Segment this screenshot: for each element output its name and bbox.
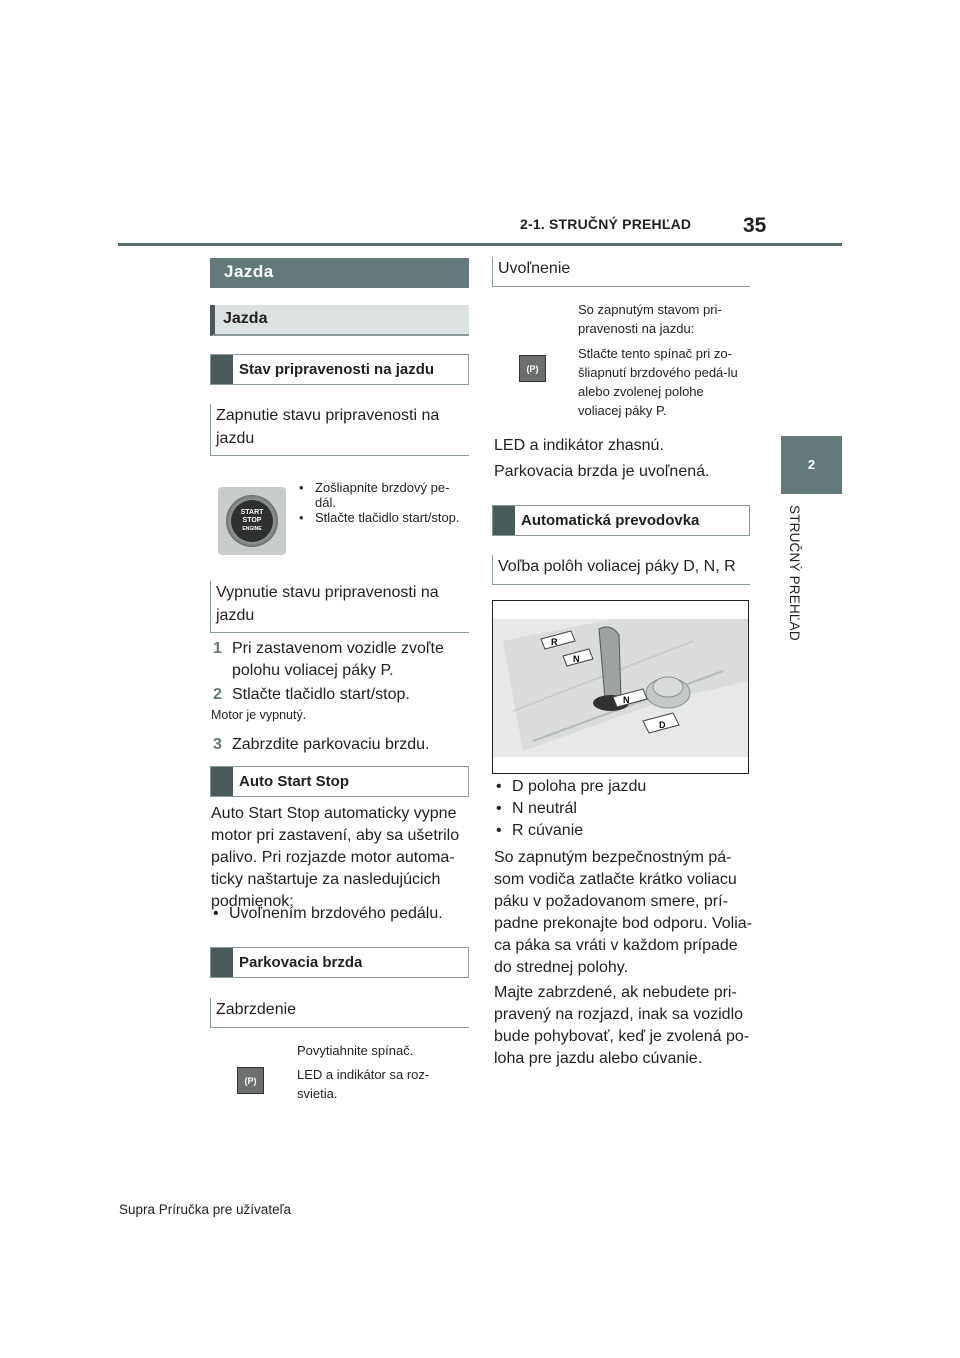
sub-release: Uvoľnenie — [492, 257, 750, 287]
gear-paragraph-1: So zapnutým bezpečnostným pá-som vodiča zatlačte krátko voliacu páku v požadovanom smere, prí-padne prekonajte bod odporu. Volia-ca páka sa vráti v každom prípade do strednej polohy. — [494, 849, 752, 976]
page-number: 35 — [743, 214, 767, 237]
chapter-side-label: STRUČNÝ PREHĽAD — [787, 505, 802, 641]
section-autostart — [210, 766, 469, 797]
autostart-text: Auto Start Stop automaticky vypne motor pri zastavení, aby sa ušetrilo palivo. Pri rozjazde motor automa-ticky naštartuje za nasledujúcich podmienok: — [211, 805, 460, 910]
section-parking — [210, 947, 469, 978]
step-1 — [213, 638, 469, 679]
step-2-number: 2 — [213, 686, 222, 703]
gear-paragraph-2: Majte zabrzdené, ak nebudete pri-pravený na rozjazd, inak sa vozidlo bude pohybovať, keď je zvolená po-loha pre jazdu alebo cúvanie. — [494, 984, 750, 1067]
step-3-text: Zabrzdite parkovaciu brzdu. — [232, 736, 430, 753]
gear-position-d: • D poloha pre jazdu — [494, 776, 750, 798]
apply-text-2: LED a indikátor sa roz-svietia. — [297, 1067, 430, 1101]
footer-text: Supra Príručka pre užívateľa — [119, 1202, 292, 1217]
parking-brake-icon — [237, 1067, 264, 1094]
button-line-engine: ENGINE — [242, 526, 262, 532]
step-2 — [213, 684, 469, 706]
parking-brake-icon-release-label: (P) — [526, 363, 539, 374]
section-autostart-title: Auto Start Stop — [239, 773, 349, 790]
apply-text-1: Povytiahnite spínač. — [297, 1043, 414, 1058]
gear-positions-list — [494, 776, 750, 842]
step-3-number: 3 — [213, 736, 222, 753]
section-parking-title: Parkovacia brzda — [239, 954, 363, 971]
header-rule — [118, 243, 842, 246]
section-bar — [493, 506, 515, 535]
gear-selector-drawing — [493, 601, 748, 773]
release-p2: Parkovacia brzda je uvoľnená. — [494, 463, 710, 480]
step-3 — [213, 734, 469, 756]
release-text-1: So zapnutým stavom pri-pravenosti na jazdu: — [578, 302, 722, 336]
section-bar — [211, 948, 233, 977]
release-p1: LED a indikátor zhasnú. — [494, 437, 664, 454]
on-step-2: • Stlačte tlačidlo start/stop. — [297, 510, 467, 525]
chapter-tab[interactable]: 2 — [781, 436, 842, 494]
section-bar — [211, 355, 233, 384]
gear-position-n: • N neutrál — [494, 798, 750, 820]
autostart-bullet: • Uvoľnením brzdového pedálu. — [211, 903, 467, 925]
sub-select: Voľba polôh voliacej páky D, N, R — [492, 555, 750, 585]
step-2-text: Stlačte tlačidlo start/stop. — [232, 686, 410, 703]
sub-ready-on: Zapnutie stavu pripravenosti na jazdu — [210, 404, 469, 456]
step-1-number: 1 — [213, 640, 222, 657]
release-text-2: Stlačte tento spínač pri zo-šliapnutí brzdového pedá-lu alebo zvolenej polohe voliacej páky P. — [578, 346, 738, 418]
gear-letter-n-upper: N — [573, 654, 580, 664]
section-header: 2-1. STRUČNÝ PREHĽAD — [520, 216, 692, 232]
gear-letter-n-lower: N — [623, 695, 630, 705]
button-line-start: START — [240, 509, 264, 516]
gear-letter-d: D — [659, 720, 666, 730]
autostart-list — [211, 903, 467, 925]
button-line-stop: STOP — [242, 517, 262, 524]
section-ready — [210, 354, 469, 385]
step-2-note: Motor je vypnutý. — [211, 708, 307, 722]
sub-apply: Zabrzdenie — [210, 998, 469, 1028]
section-bar — [211, 767, 233, 796]
on-steps-list — [297, 480, 467, 525]
heading-sub: Jazda — [210, 305, 469, 336]
step-1-text: Pri zastavenom vozidle zvoľte polohu voliacej páky P. — [232, 640, 444, 679]
on-step-1: • Zošliapnite brzdový pe-dál. — [297, 480, 467, 510]
parking-brake-icon-label: (P) — [244, 1075, 257, 1086]
section-auto — [492, 505, 750, 536]
gear-position-r: • R cúvanie — [494, 820, 750, 842]
gear-letter-r: R — [551, 637, 558, 647]
sub-ready-off: Vypnutie stavu pripravenosti na jazdu — [210, 581, 469, 633]
start-stop-button-image — [218, 487, 286, 555]
parking-brake-icon-release — [519, 355, 546, 382]
gear-selector-image — [492, 600, 749, 774]
section-ready-title: Stav pripravenosti na jazdu — [239, 361, 435, 378]
section-auto-title: Automatická prevodovka — [521, 512, 700, 529]
heading-main: Jazda — [210, 258, 469, 288]
